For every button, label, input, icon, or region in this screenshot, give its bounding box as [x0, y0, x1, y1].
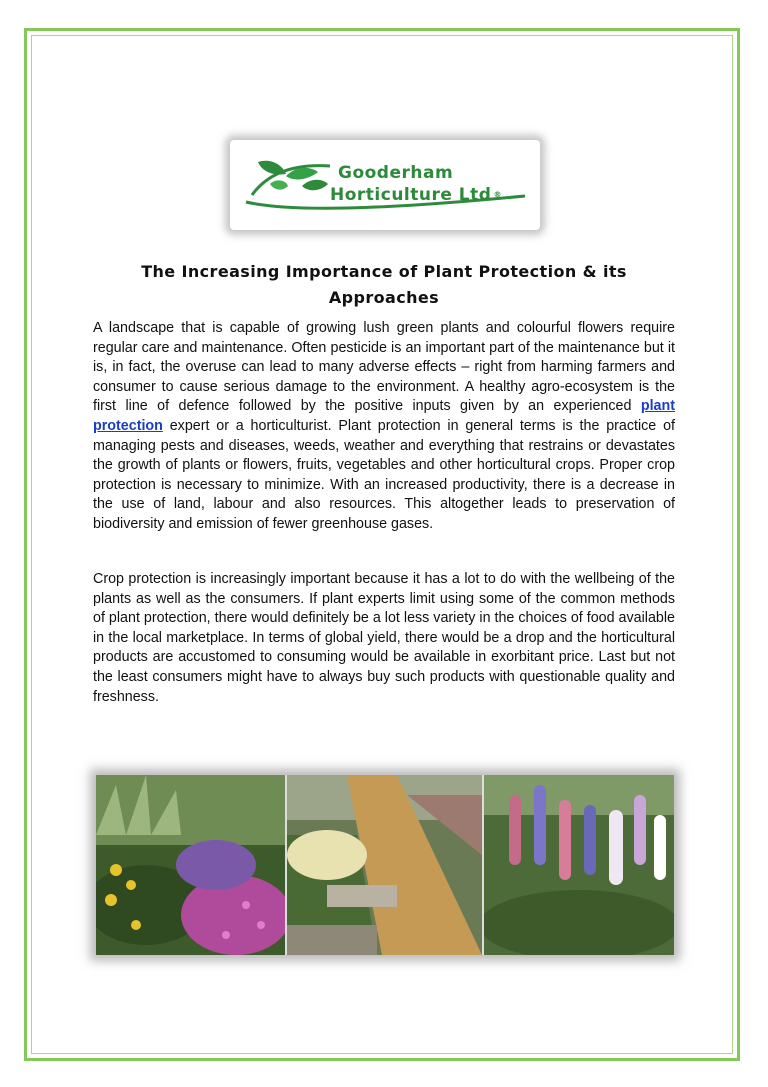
logo-wordmark — [330, 162, 502, 206]
logo-line2: Horticulture Ltd — [330, 185, 492, 205]
paragraph-1-text-b: expert or a horticulturist. Plant protection in general terms is the practice of managing pests and diseases, weeds, weather and everything that restrains or devastates the growth of plants or flowers, fruits, vegetables and other horticultural crops. Proper crop protection is necessary to minimize. With an increased productivity, there is a decrease in the use of land, labour and also resources. This altogether leads to preservation of biodiversity and emission of fewer greenhouse gases. — [93, 417, 675, 532]
logo-line1: Gooderham — [338, 163, 454, 183]
gravel-path-photo — [285, 775, 483, 955]
plant-protection-link[interactable]: plant protection — [93, 398, 675, 434]
lupin-flowers-photo — [484, 775, 674, 955]
title-line1: The Increasing Importance of Plant Protection & its — [141, 262, 627, 281]
company-logo — [230, 140, 540, 230]
paragraph-1 — [93, 319, 675, 535]
title-line2: Approaches — [328, 288, 440, 307]
flower-bed-photo — [96, 775, 285, 955]
paragraph-1-text-a: A landscape that is capable of growing lush green plants and colourful flowers require regular care and maintenance. Often pesticide is an important part of the maintenance but it is, in fact, the overuse can lead to many adverse effects – right from harming farmers and consumer to cause serious damage to the environment. A healthy agro-ecosystem is the first line of defence followed by the positive inputs given by an experienced — [93, 320, 675, 415]
page-title — [96, 259, 672, 311]
paragraph-2: Crop protection is increasingly important because it has a lot to do with the wellbeing of the plants as well as the consumers. If plant experts limit using some of the common methods of plant protection, there would definitely be a lot less variety in the choices of food available in the local marketplace. In terms of global yield, there would be a drop and the horticultural products are accustomed to consuming would be available in exorbitant price. Last but not the least consumers might have to always buy such products with questionable quality and freshness. — [93, 571, 675, 705]
registered-mark: ® — [493, 190, 502, 199]
garden-photo-strip — [96, 775, 674, 955]
